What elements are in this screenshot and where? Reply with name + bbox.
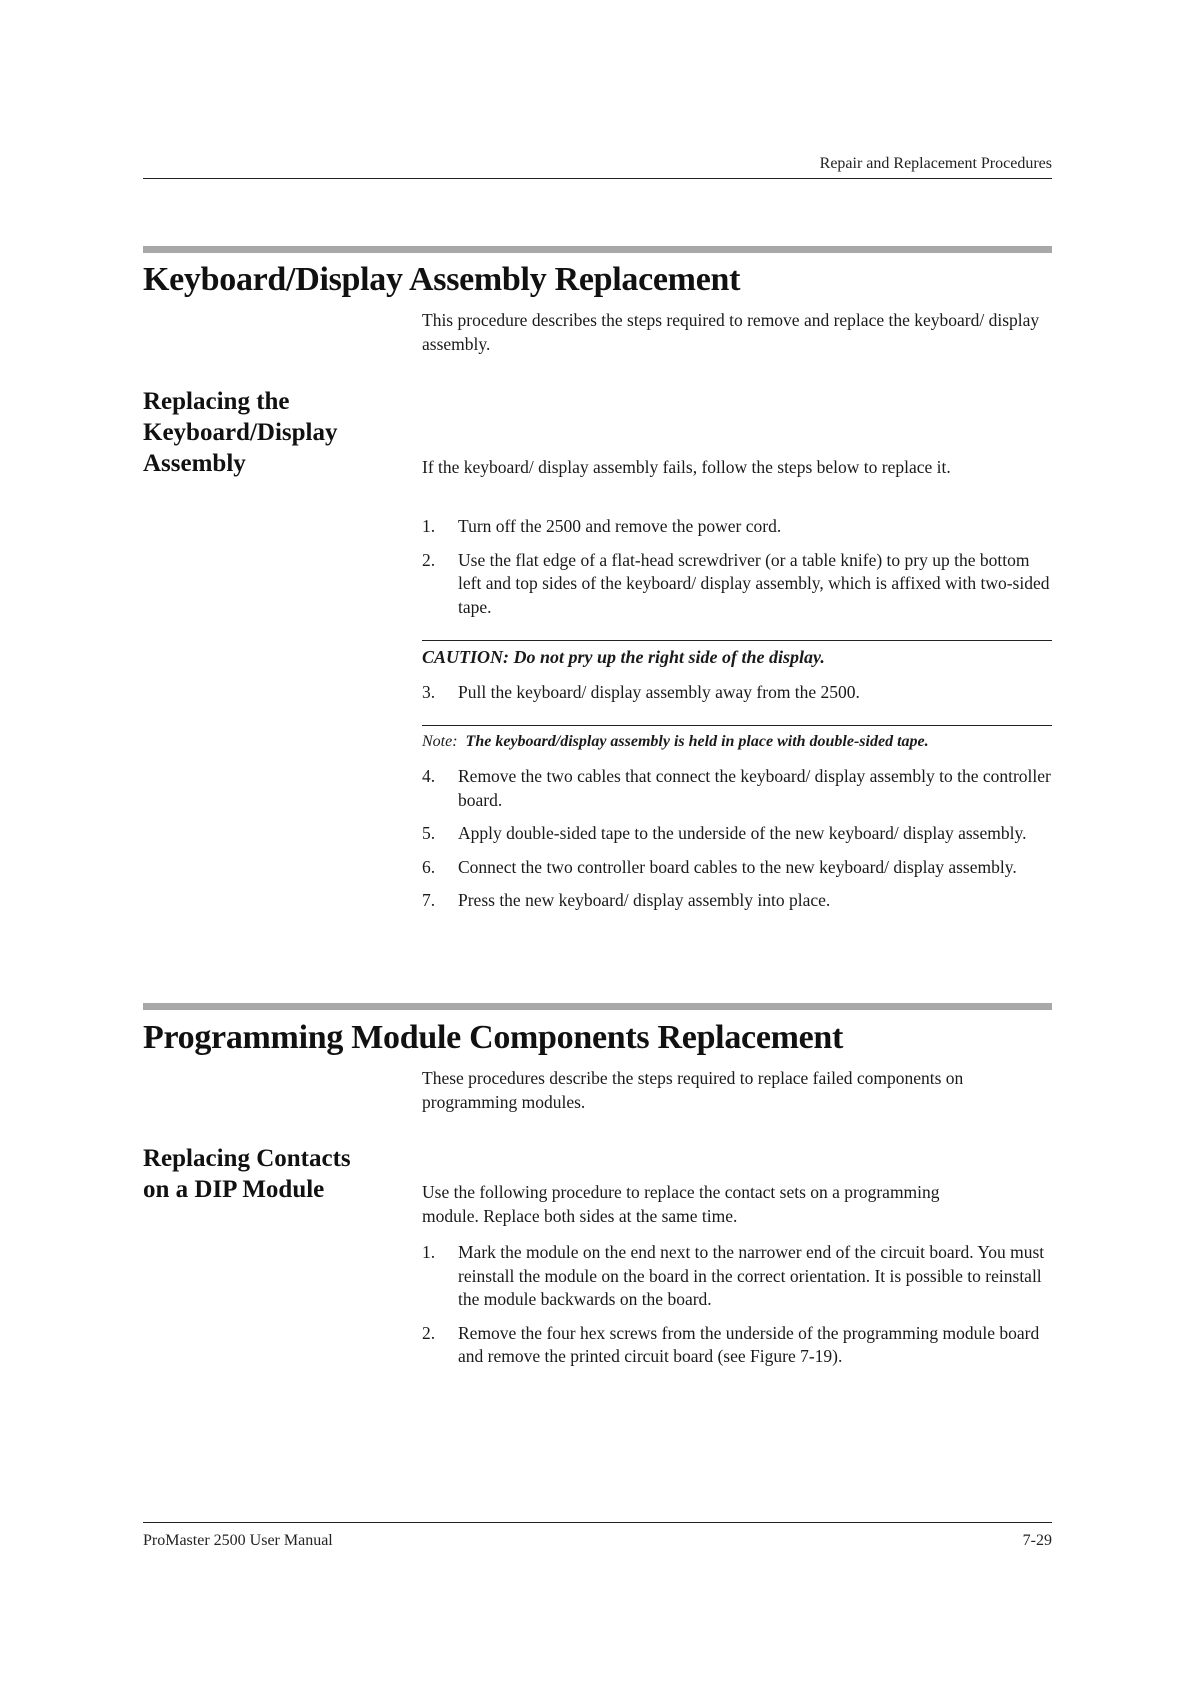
subsection-heading-replacing-contacts [143, 1143, 403, 1205]
page-number: 7-29 [1022, 1532, 1052, 1549]
section-bar [143, 1003, 1052, 1010]
note-callout [422, 733, 1052, 751]
section-intro: This procedure describes the steps required to remove and replace the keyboard/ display assembly. [422, 310, 1040, 354]
running-head: Repair and Replacement Procedures [819, 155, 1052, 172]
heading-line: Keyboard/Display [143, 419, 338, 446]
heading-line: Assembly [143, 450, 246, 477]
list-item: 7. Press the new keyboard/ display assembly into place. [422, 890, 831, 910]
section-intro: These procedures describe the steps required to replace failed components on programming modules. [422, 1068, 964, 1112]
list-item: 1. Turn off the 2500 and remove the power cord. [422, 516, 782, 536]
heading-line: Replacing the [143, 388, 290, 415]
subsection-intro: If the keyboard/ display assembly fails, follow the steps below to replace it. [422, 457, 951, 477]
header-rule [143, 178, 1052, 179]
steps-list [422, 765, 1052, 923]
heading-line: on a DIP Module [143, 1176, 325, 1203]
caution-callout [422, 647, 1052, 668]
list-item: 2. Remove the four hex screws from the underside of the programming module board and remove the printed circuit board (see Figure 7-19). [422, 1322, 1040, 1366]
heading-line: Replacing Contacts [143, 1145, 351, 1172]
footer-rule [143, 1522, 1052, 1523]
caution-label: CAUTION: [422, 647, 510, 667]
steps-list [422, 1241, 1052, 1379]
subsection-intro: Use the following procedure to replace the contact sets on a programming module. Replace both sides at the same time. [422, 1182, 940, 1226]
list-item: 4. Remove the two cables that connect the keyboard/ display assembly to the controller board. [422, 766, 1051, 810]
steps-list [422, 515, 1052, 629]
section-title-programming-module: Programming Module Components Replacement [143, 1019, 844, 1056]
section-title-keyboard-display: Keyboard/Display Assembly Replacement [143, 261, 741, 298]
subsection-heading-replacing-keyboard [143, 386, 403, 479]
list-item: 5. Apply double-sided tape to the underside of the new keyboard/ display assembly. [422, 823, 1027, 843]
caution-text: Do not pry up the right side of the display. [513, 647, 825, 667]
note-text: The keyboard/display assembly is held in place with double-sided tape. [465, 733, 929, 750]
footer-manual-title: ProMaster 2500 User Manual [143, 1532, 333, 1549]
list-item: 3. Pull the keyboard/ display assembly away from the 2500. [422, 682, 860, 702]
list-item: 6. Connect the two controller board cables to the new keyboard/ display assembly. [422, 856, 1017, 877]
note-label: Note: [422, 733, 458, 750]
list-item: 2. Use the flat edge of a flat-head screwdriver (or a table knife) to pry up the bottom left and top sides of the keyboard/ display assembly, which is affixed with two-sided tape. [422, 549, 1050, 617]
note-rule [422, 725, 1052, 726]
list-item: 1. Mark the module on the end next to the narrower end of the circuit board. You must reinstall the module on the board in the correct orientation. It is possible to reinstall the module backwards on the board. [422, 1242, 1045, 1309]
section-bar [143, 246, 1052, 253]
steps-list [422, 681, 1052, 715]
caution-rule [422, 640, 1052, 641]
